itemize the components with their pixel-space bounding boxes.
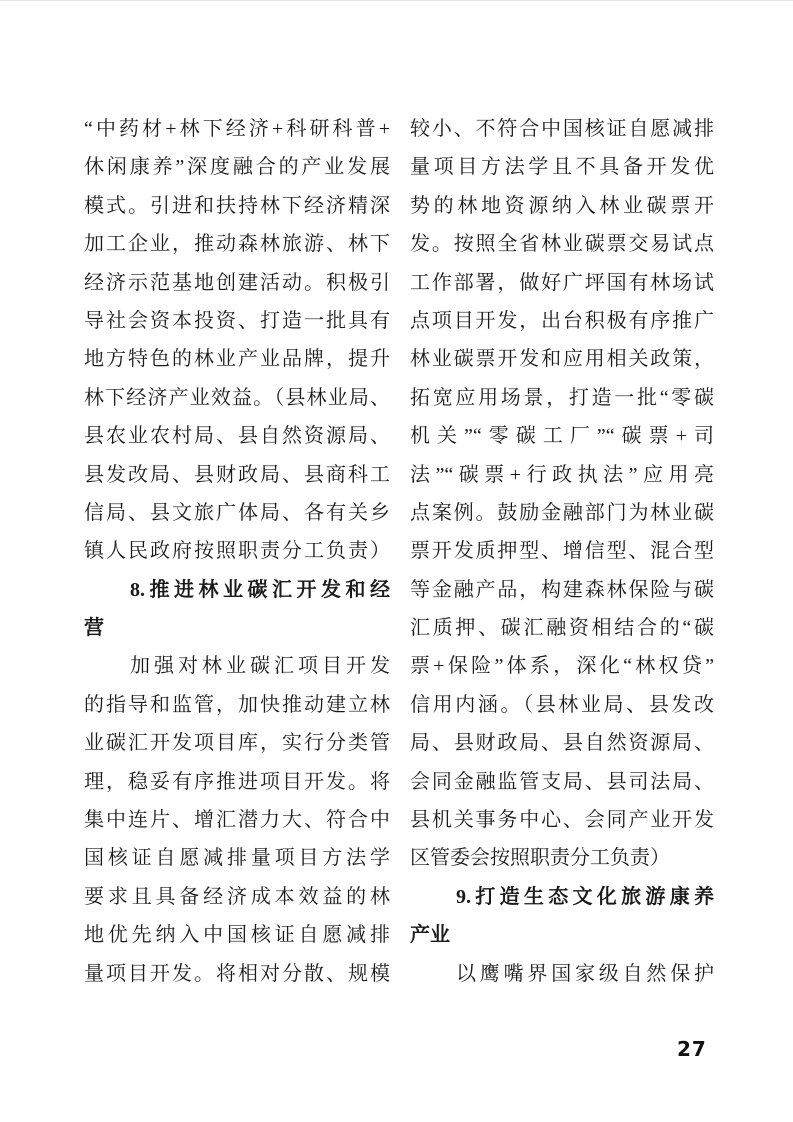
body-text-line: 工作部署，做好广坪国有林场试 <box>410 271 714 294</box>
body-text-line: 县发改局、县财政局、县商科工 <box>84 463 390 486</box>
body-text-line: 较小、不符合中国核证自愿减排 <box>410 118 714 140</box>
body-text-line: “中药材+林下经济+科研科普+ <box>84 118 390 140</box>
body-text-line: 势的林地资源纳入林业碳票开 <box>410 194 714 217</box>
body-text-line: 镇人民政府按照职责分工负责） <box>84 540 390 563</box>
body-text-line: 拓宽应用场景，打造一批“零碳 <box>410 386 714 409</box>
section-heading-line: 8.推进林业碳汇开发和经 <box>130 578 390 601</box>
body-text-line: 信局、县文旅广体局、各有关乡 <box>84 501 390 524</box>
body-text-line: 集中连片、增汇潜力大、符合中 <box>84 809 390 832</box>
body-text-line: 地优先纳入中国核证自愿减排 <box>84 924 390 947</box>
body-text-line: 点项目开发，出台积极有序推广 <box>410 309 714 332</box>
body-text-line: 局、县财政局、县自然资源局、 <box>410 732 714 755</box>
body-text-line: 票+保险”体系，深化“林权贷” <box>410 655 714 678</box>
body-text-line: 会同金融监管支局、县司法局、 <box>410 770 714 793</box>
body-text-line: 理，稳妥有序推进项目开发。将 <box>84 770 390 793</box>
body-text-line: 票开发质押型、增信型、混合型 <box>410 540 714 563</box>
body-text-line: 以鹰嘴界国家级自然保护 <box>456 962 714 985</box>
body-text-line: 国核证自愿减排量项目方法学 <box>84 847 390 870</box>
body-text-line: 等金融产品，构建森林保险与碳 <box>410 578 714 601</box>
right-column <box>410 110 714 993</box>
body-text-line: 机关”“零碳工厂”“碳票+司 <box>410 425 714 448</box>
body-text-line: 模式。引进和扶持林下经济精深 <box>84 194 390 217</box>
body-text-line: 加强对林业碳汇项目开发 <box>130 655 390 678</box>
body-text-line: 的指导和监管，加快推动建立林 <box>84 693 390 716</box>
section-heading-line: 9.打造生态文化旅游康养 <box>456 885 714 908</box>
body-text-line: 休闲康养”深度融合的产业发展 <box>84 156 390 179</box>
section-heading-line: 营 <box>84 617 104 640</box>
body-text-line: 加工企业，推动森林旅游、林下 <box>84 233 390 256</box>
left-column <box>84 110 390 993</box>
body-text-line: 林业碳票开发和应用相关政策， <box>410 348 714 371</box>
body-text-line: 导社会资本投资、打造一批具有 <box>84 309 390 332</box>
body-text-line: 汇质押、碳汇融资相结合的“碳 <box>410 617 714 640</box>
scan-top-edge <box>0 0 793 1</box>
body-text-line: 信用内涵。（县林业局、县发改 <box>410 693 714 716</box>
body-text-line: 地方特色的林业产业品牌，提升 <box>84 348 390 371</box>
page-number: 27 <box>677 1037 707 1061</box>
body-text-line: 林下经济产业效益。（县林业局、 <box>84 386 390 409</box>
body-text-line: 县机关事务中心、会同产业开发 <box>410 809 714 832</box>
body-text-line: 县农业农村局、县自然资源局、 <box>84 425 390 448</box>
body-text-line: 法”“碳票+行政执法”应用亮 <box>410 463 714 486</box>
body-text-line: 要求且具备经济成本效益的林 <box>84 885 390 908</box>
section-heading-line: 产业 <box>410 924 450 947</box>
body-text-line: 发。按照全省林业碳票交易试点 <box>410 233 714 256</box>
body-text-line: 量项目方法学且不具备开发优 <box>410 156 714 179</box>
body-text-line: 点案例。鼓励金融部门为林业碳 <box>410 501 714 524</box>
body-text-line: 经济示范基地创建活动。积极引 <box>84 271 390 294</box>
body-text-line: 业碳汇开发项目库，实行分类管 <box>84 732 390 755</box>
body-text-line: 量项目开发。将相对分散、规模 <box>84 962 390 985</box>
body-text-line: 区管委会按照职责分工负责） <box>410 847 670 870</box>
